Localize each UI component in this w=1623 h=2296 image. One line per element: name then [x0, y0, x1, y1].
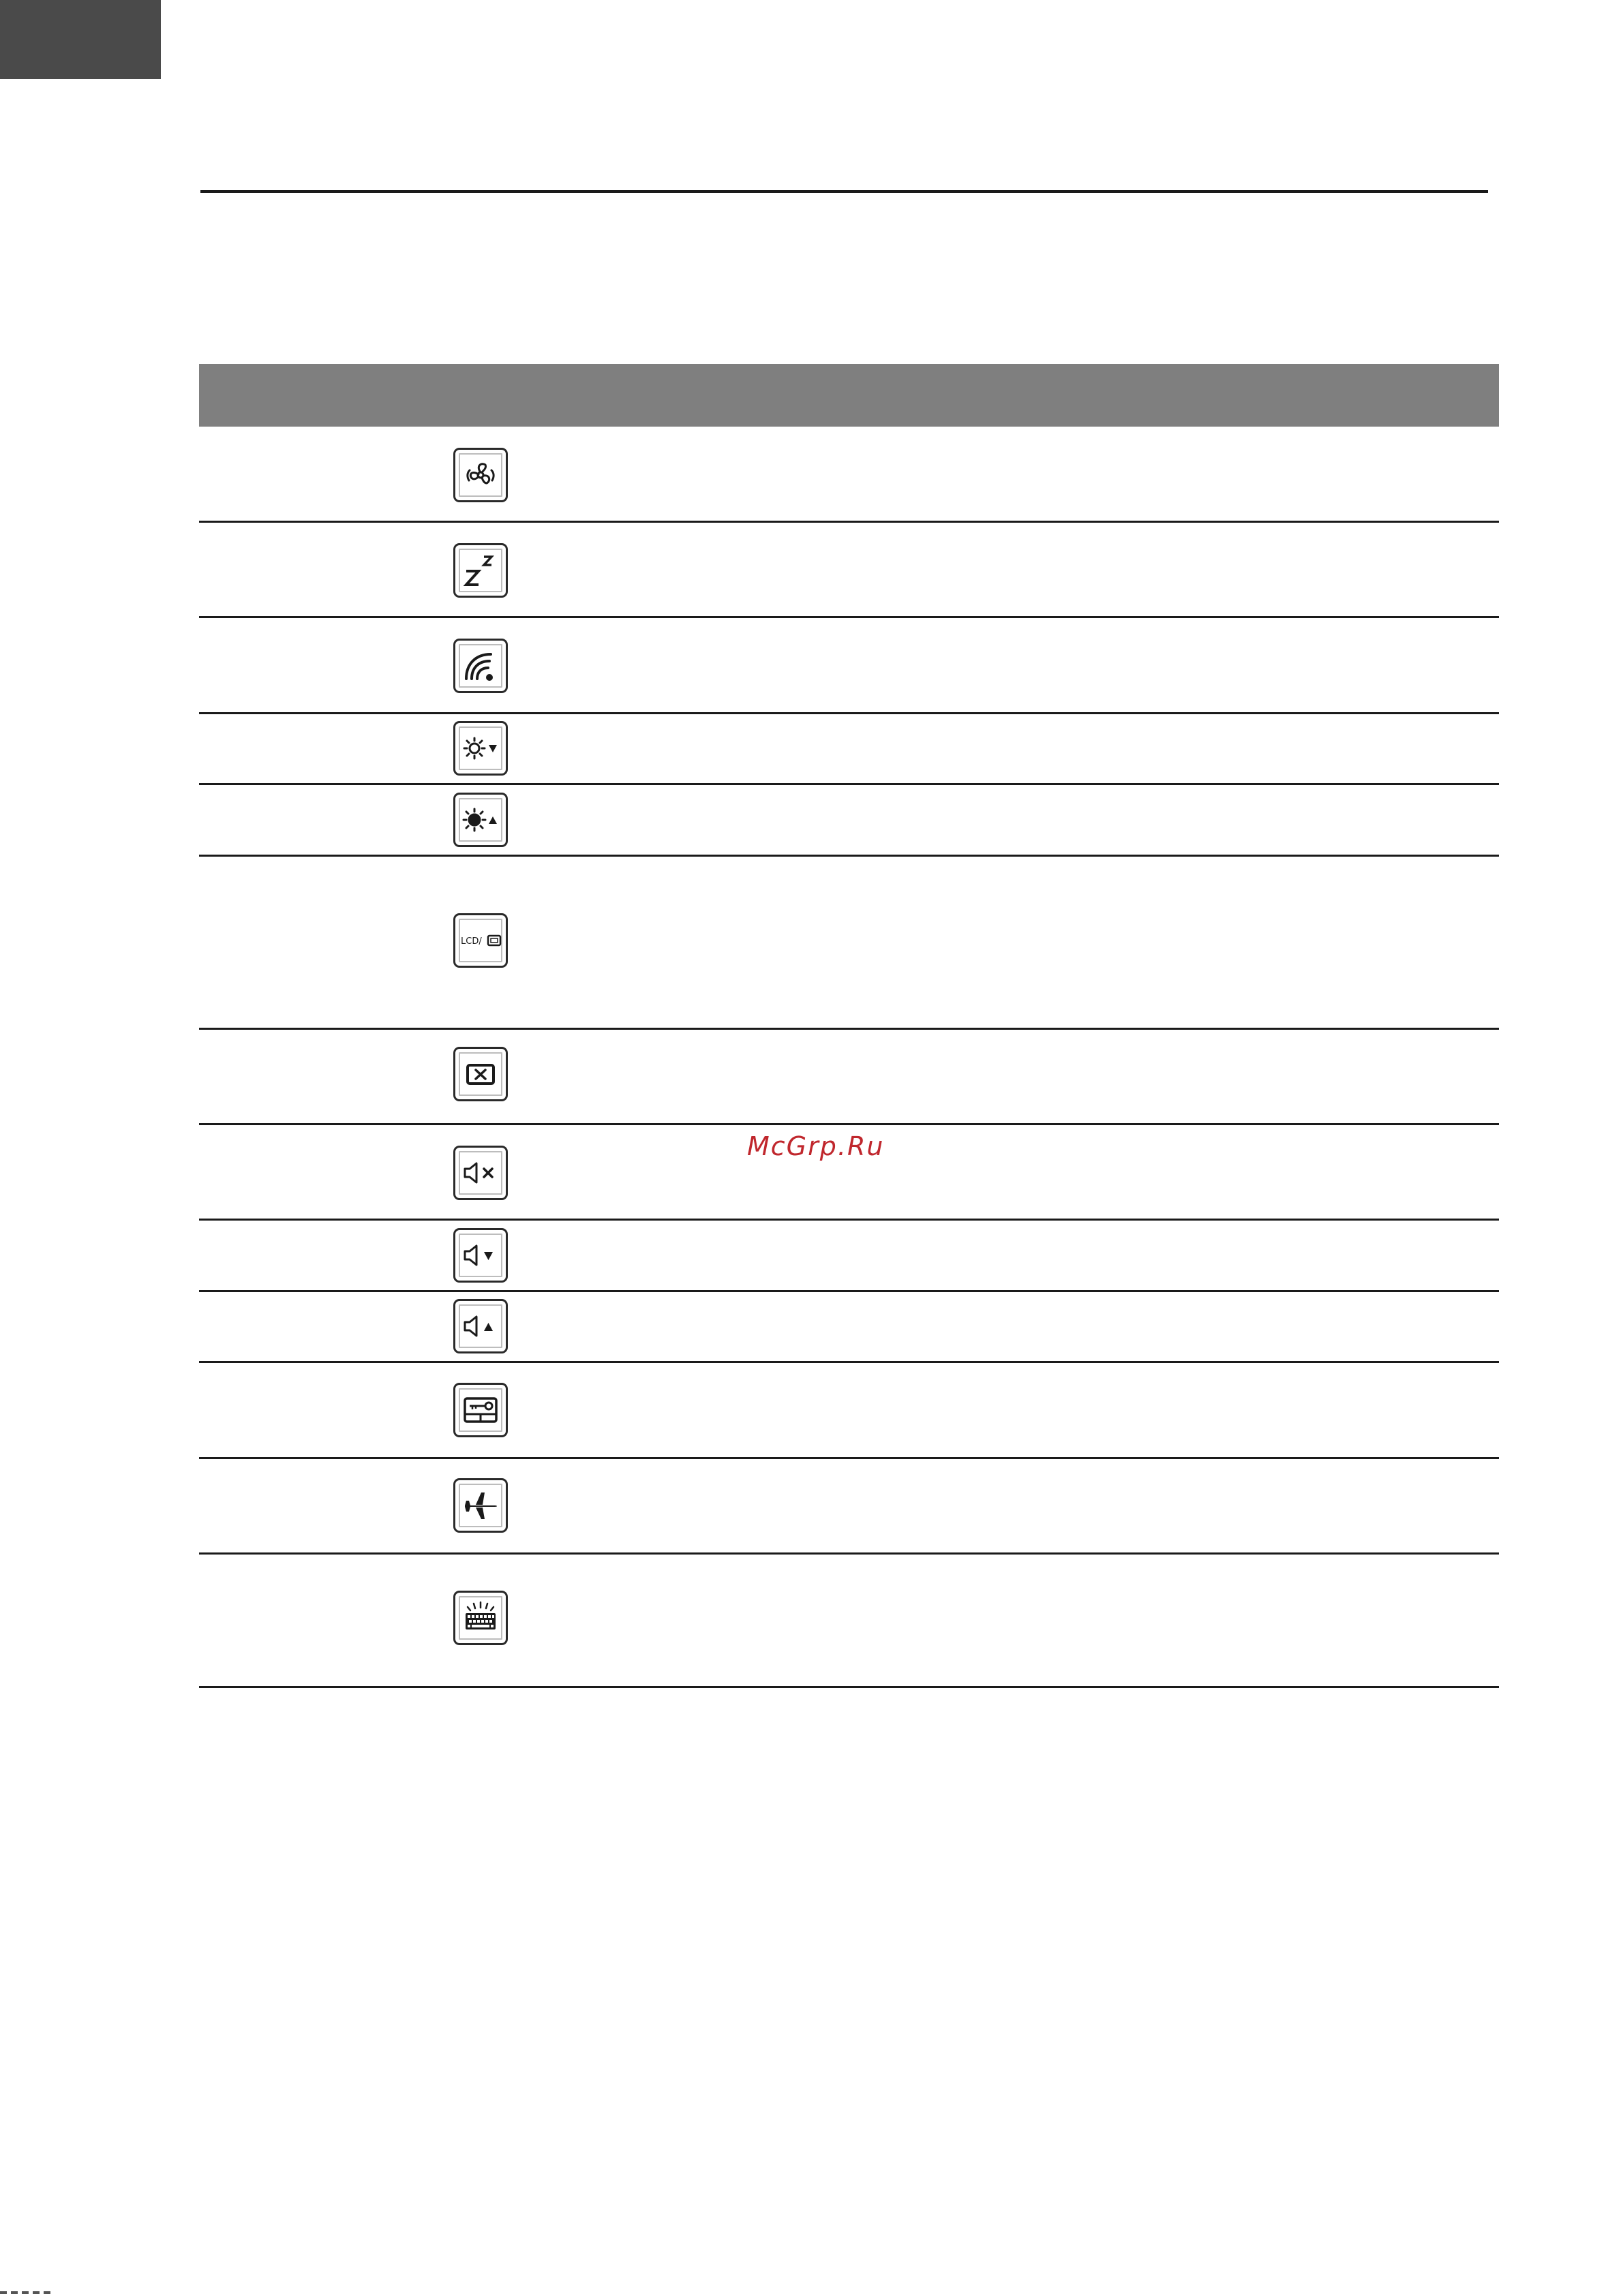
- fan-icon: [455, 450, 506, 500]
- speaker-mute-key: [453, 1146, 508, 1200]
- wireless-key: [453, 639, 508, 693]
- airplane-mode-icon: [455, 1480, 506, 1531]
- airplane-mode-key: [453, 1478, 508, 1533]
- lcd-display-switch-key: [453, 913, 508, 968]
- row-separator: [199, 1290, 1499, 1292]
- display-off-key: [453, 1047, 508, 1101]
- volume-down-icon: [455, 1230, 506, 1281]
- speaker-mute-icon: [455, 1148, 506, 1198]
- fan-key: [453, 448, 508, 502]
- watermark-text: McGrp.Ru: [747, 1131, 885, 1161]
- keyboard-backlight-key: [453, 1591, 508, 1645]
- wireless-icon: [455, 641, 506, 691]
- display-off-icon: [455, 1049, 506, 1099]
- title-rule: [200, 190, 1488, 193]
- lcd-display-switch-icon: [455, 915, 506, 966]
- row-separator: [199, 1219, 1499, 1221]
- lcd-key-label: LCD/: [461, 936, 482, 947]
- volume-down-key: [453, 1228, 508, 1283]
- row-separator: [199, 521, 1499, 523]
- row-separator: [199, 783, 1499, 785]
- chapter-tab: [0, 0, 161, 79]
- row-separator: [199, 1457, 1499, 1459]
- row-separator: [199, 1123, 1499, 1125]
- sleep-icon: [455, 545, 506, 596]
- brightness-up-icon: [455, 795, 506, 845]
- row-separator: [199, 616, 1499, 618]
- brightness-down-icon: [455, 723, 506, 774]
- table-bottom-rule: [199, 1686, 1499, 1688]
- row-separator: [199, 1028, 1499, 1030]
- crop-marks: [0, 2291, 55, 2294]
- touchpad-toggle-key: [453, 1383, 508, 1437]
- row-separator: [199, 712, 1499, 714]
- keyboard-backlight-icon: [455, 1593, 506, 1643]
- volume-up-icon: [455, 1301, 506, 1351]
- volume-up-key: [453, 1299, 508, 1353]
- touchpad-toggle-icon: [455, 1385, 506, 1435]
- brightness-up-key: [453, 793, 508, 847]
- row-separator: [199, 1361, 1499, 1363]
- sleep-key: [453, 543, 508, 598]
- table-header: [199, 364, 1499, 427]
- row-separator: [199, 855, 1499, 857]
- brightness-down-key: [453, 721, 508, 776]
- row-separator: [199, 1552, 1499, 1555]
